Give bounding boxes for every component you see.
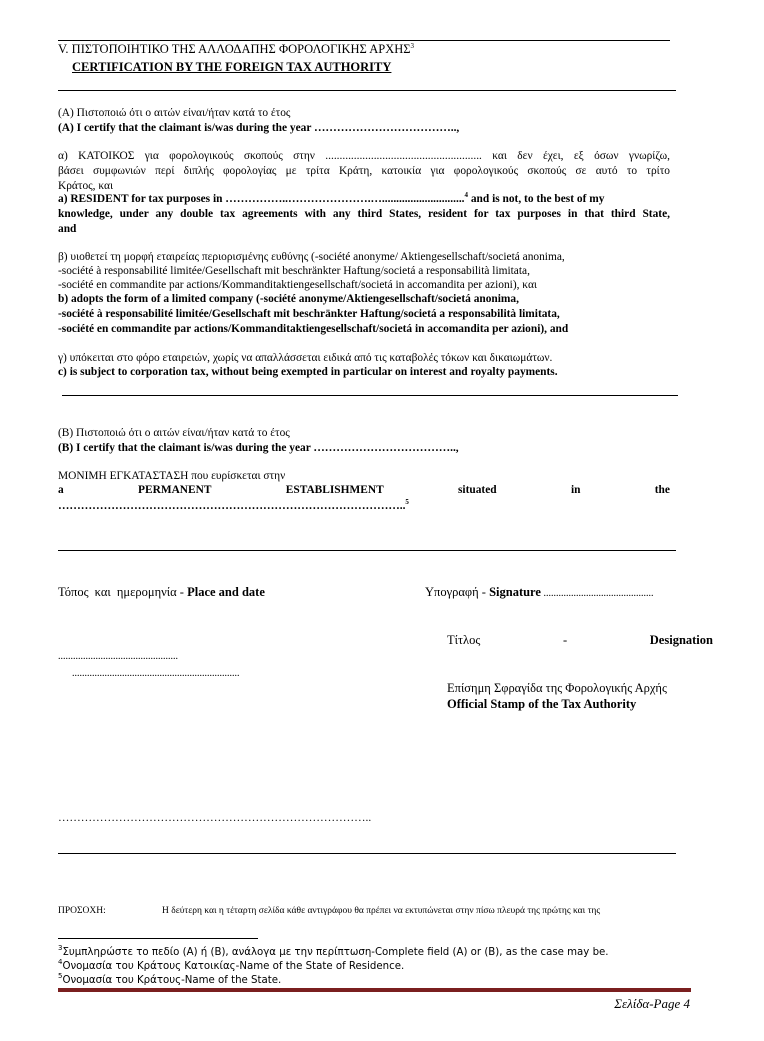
section-a-english: (A) I certify that the claimant is/was during the year ……………………………….., [58, 122, 460, 134]
section-b-greek: (Β) Πιστοποιώ ότι ο αιτών είναι/ήταν κατά το έτος [58, 427, 290, 439]
pe-dots: ………………………………………………………………………………..$^5$ [58, 498, 409, 512]
place-and-date: Τόπος και ημερομηνία - Place and date [58, 585, 265, 599]
title-separator: - [562, 633, 568, 647]
page-label: Σελίδα-Page 4 [614, 996, 690, 1011]
beta-english-line-1: b) adopts the form of a limited company (-société anonyme/Aktiengesellschaft/societá anonima, [58, 293, 519, 305]
signature-line: Υπογραφή - Signature ............................................ [425, 585, 654, 599]
alpha-english-line-1: a) RESIDENT for tax purposes in ……………..………………….….............................$^4$ and is not, to the best of my [58, 191, 605, 205]
section-b-rule [58, 550, 676, 551]
beta-greek-line-3: -société en commandite par actions/Kommanditaktiengesellschaft/societá in accomandita per azioni), και [58, 279, 537, 291]
designation-line [447, 633, 713, 648]
beta-greek-line-1: β) υιοθετεί τη μορφή εταιρείας περιορισμένης ευθύνης (-société anonyme/ Aktiengesellschaft/societá anonima, [58, 251, 565, 263]
heading-greek: V. ΠΙΣΤΟΠΟΙΗΤΙΚΟ ΤΗΣ ΑΛΛΟΔΑΠΗΣ ΦΟΡΟΛΟΓΙΚΗΣ ΑΡΧΗΣ$^3$ [58, 42, 415, 56]
pe-greek: ΜΟΝΙΜΗ ΕΓΚΑΤΑΣΤΑΣΗ που ευρίσκεται στην [58, 470, 286, 482]
gamma-english: c) is subject to corporation tax, without being exempted in particular on interest and royalty payments. [58, 366, 558, 378]
alpha-greek-line-3: Κράτος, και [58, 180, 114, 192]
heading-rule [58, 90, 676, 91]
alpha-english-line-2: knowledge, under any double tax agreements with any third States, resident for tax purposes in that third State, [58, 208, 670, 220]
title-english: Designation [649, 633, 713, 647]
footnote-3: $^3$Συμπληρώστε το πεδίο (Α) ή (Β), ανάλογα με την περίπτωση-Complete field (A) or (B), as the case may be. [58, 944, 609, 958]
pe-word-in: in [570, 484, 581, 496]
footnote-rule [58, 938, 258, 939]
section-a-greek: (Α) Πιστοποιώ ότι ο αιτών είναι/ήταν κατά το έτος [58, 107, 291, 119]
alpha-english-line-3: and [58, 223, 77, 235]
footer-bar [58, 988, 691, 992]
place-dots-1: ................................................ [58, 651, 178, 662]
pe-english-line [58, 484, 670, 496]
pe-word-establishment: ESTABLISHMENT [285, 484, 384, 496]
section-a-rule [62, 395, 678, 396]
alpha-greek-line-1: α) ΚΑΤΟΙΚΟΣ για φορολογικούς σκοπούς στην ....................................................... και δεν έχει, εξ όσων γνωρίζω, [58, 150, 670, 162]
beta-english-line-2: -société à responsabilité limitée/Gesellschaft mit beschränkter Haftung/societá a responsabilità limitata, [58, 308, 560, 320]
gamma-greek: γ) υπόκειται στο φόρο εταιρειών, χωρίς να απαλλάσσεται ειδικά από τις καταβολές τόκων και δικαιωμάτων. [58, 352, 553, 364]
stamp-english: Official Stamp of the Tax Authority [447, 697, 637, 711]
footnote-4: $^4$Ονομασία του Κράτους Κατοικίας-Name of the State of Residence. [58, 958, 405, 972]
pe-word-situated: situated [458, 484, 497, 496]
pe-word-a: a [58, 484, 64, 496]
footnote-5: $^5$Ονομασία του Κράτους-Name of the State. [58, 972, 282, 986]
notice-text: Η δεύτερη και η τέταρτη σελίδα κάθε αντιγράφου θα πρέπει να εκτυπώνεται στην πίσω πλευρά της πρώτης και της [162, 906, 601, 916]
title-greek: Τίτλος [447, 633, 481, 647]
top-rule [58, 40, 670, 41]
place-dots-2: ................................................................... [72, 668, 240, 679]
pe-word-the: the [654, 484, 670, 496]
section-b-english: (B) I certify that the claimant is/was during the year ……………………………….., [58, 442, 459, 454]
beta-english-line-3: -société en commandite par actions/Kommanditaktiengesellschaft/societá in accomandita per azioni), and [58, 323, 569, 335]
stamp-greek: Επίσημη Σφραγίδα της Φορολογικής Αρχής [447, 681, 667, 695]
notice-label: ΠΡΟΣΟΧΗ: [58, 906, 106, 916]
beta-greek-line-2: -société à responsabilité limitée/Gesellschaft mit beschränkter Haftung/societá a responsabilità limitata, [58, 265, 530, 277]
bottom-rule [58, 853, 676, 854]
bottom-dots: ……………………………………………………………………….. [58, 812, 372, 824]
pe-word-permanent: PERMANENT [138, 484, 212, 496]
alpha-greek-line-2: βάσει συμφωνιών περί διπλής φορολογίας με τρίτα Κράτη, κατοικία για φορολογικούς σκοπούς σε αυτό το τρίτο [58, 165, 670, 177]
heading-english: CERTIFICATION BY THE FOREIGN TAX AUTHORITY [72, 60, 392, 74]
